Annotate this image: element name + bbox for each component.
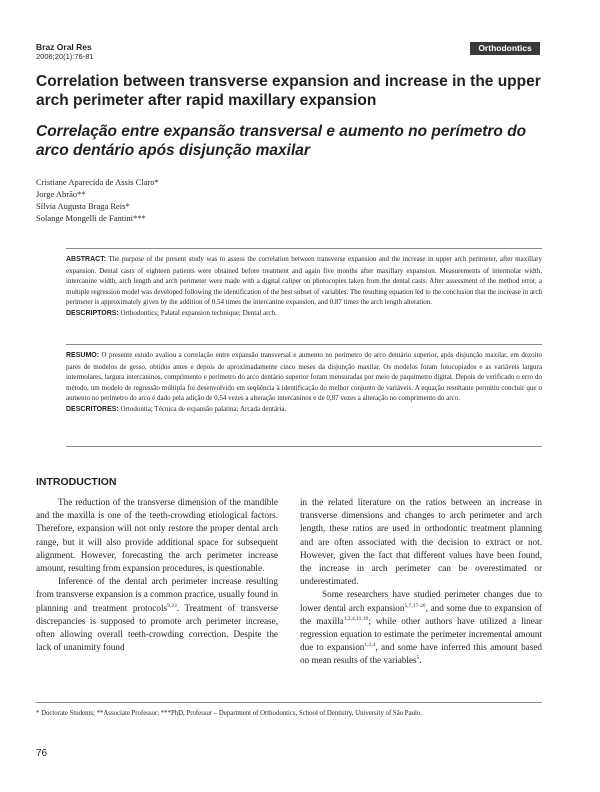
citation-ref: 5 (416, 655, 420, 662)
page-number: 76 (36, 748, 48, 759)
descritores-label: DESCRITORES: (66, 405, 119, 413)
resumo-body: O presente estudo avaliou a correlação entre expansão transversal e aumento no perímetro do arco dentário superior, após disjunção maxilar, em dezoito pares de modelos de gesso, obtidos antes e depois de aproximadamente cinco meses da disjunção maxilar. Os modelos foram fotocopiados e as variáveis largura intermolares, largura intercaninos, comprimento e perímetro do arco dentário superior foram mensuradas por meio de paquímetro digital. Depois de verificado o erro do método, um modelo de regressão múltipla foi desenvolvido em seqüência à identificação do melhor conjunto de variáveis. A equação resultante permitiu concluir que o aumento no perímetro do arco é dado pela adição de 0,54 vezes a alteração intercaninos e de 0,87 vezes a alteração no comprimento do arco. (66, 351, 542, 403)
author: Cristiane Aparecida de Assis Claro* (36, 177, 159, 187)
author: Solange Mongelli de Fantini*** (36, 213, 146, 223)
author-list (36, 176, 159, 224)
body-column-right (300, 496, 542, 668)
paragraph: in the related literature on the ratios between an increase in transverse dimensions and changes to arch perimeter and arch length, these ratios are used in orthodontic treatment planning and are often associated with the decision to extract or not. However, given the fact that different values have been found, the increase in arch perimeter can be overestimated or underestimated. (300, 497, 542, 587)
descritores-line (66, 404, 542, 416)
body-column-left (36, 496, 278, 654)
text-run: . (419, 655, 422, 666)
abstract-label: ABSTRACT: (66, 256, 107, 263)
abstract-block (66, 254, 542, 320)
citation-ref: 9,23 (167, 602, 177, 609)
abstract-text (66, 255, 542, 306)
footnote-rule (36, 702, 542, 703)
title-english: Correlation between transverse expansion and increase in the upper arch perimeter after rapid maxillary expansion (36, 73, 541, 109)
abstract-body: The purpose of the present study was to assess the correlation between transverse expansion and the increase in upper arch perimeter, after maxillary expansion. Dental casts of eighteen patients were obtained before treatment and again five months after maxillary expansion. Measurements of intermolar width, intercanine width, arch length and arch perimeter were made with a digital caliper on photocopies taken from the dental casts. After assessment of the method error, a multiple regression model was developed following the identification of the best subset of variables. The resulting equation led to the conclusion that the increase in arch perimeter is approximately given by the addition of 0.54 times the intercanine expansion, and 0.87 times the arch length alteration. (66, 255, 543, 307)
paragraph: The reduction of the transverse dimension of the mandible and the maxilla is one of the teeth-crowding etiological factors. Therefore, expansion will not only restore the proper dental arch range, but it will also provide additional space for subsequent alignment. However, forecasting the arch perimeter increase amount, resulting from expansion procedures, is questionable. (36, 497, 278, 574)
text-run: Inference of the dental arch perimeter increase resulting from transverse expansion is a common practice, usually found in planning and treatment protocols (36, 576, 278, 613)
abstract-bottom-rule (66, 446, 542, 447)
author: Sílvia Augusta Braga Reis* (36, 201, 130, 211)
descriptors-line (66, 308, 542, 320)
author: Jorge Abrão** (36, 189, 86, 199)
section-badge: Orthodontics (470, 42, 540, 55)
abstract-top-rule (66, 248, 542, 249)
journal-volume: 2006;20(1):76-81 (36, 52, 94, 61)
text-run: . Treatment of transverse discrepancies is supposed to promote arch perimeter increase, often allowing overall teeth-crowding correction. Despite the lack of unanimity found (36, 602, 278, 653)
descriptors-label: DESCRIPTORS: (66, 309, 119, 317)
paragraph (300, 588, 542, 667)
text-run: , and some have inferred this amount based on mean results of the variables (300, 642, 543, 666)
resumo-text (66, 351, 542, 402)
journal-name: Braz Oral Res (36, 42, 92, 52)
text-run: ; while other authors have utilized a linear regression equation to estimate the perimeter incremental amount due to expansion (300, 615, 542, 653)
title-portuguese: Correlação entre expansão transversal e aumento no perímetro do arco dentário após disjunção maxilar (36, 123, 527, 159)
resumo-block (66, 350, 542, 416)
citation-ref: 1,2,4 (364, 642, 376, 649)
text-run: Some researchers have studied perimeter changes due to lower dental arch expansion (300, 589, 542, 613)
abstract-divider (66, 344, 542, 345)
text-run: , and some due to expansion of the maxilla (300, 602, 542, 626)
citation-ref: 5,7,17-20 (404, 602, 426, 609)
descriptors-value: Orthodontics; Palatal expansion technique; Dental arch. (120, 308, 277, 317)
citation-ref: 1,2,4,11,19 (343, 615, 369, 622)
paragraph (36, 575, 278, 654)
descritores-value: Ortodontia; Técnica de expansão palatina; Arcada dentária. (120, 404, 287, 413)
footnote: * Doctorate Students; **Associate Professor; ***PhD, Professor – Department of Orthodontics, School of Dentistry, University of São Paulo. (36, 710, 422, 717)
section-heading-introduction: INTRODUCTION (36, 476, 117, 488)
resumo-label: RESUMO: (66, 352, 100, 359)
